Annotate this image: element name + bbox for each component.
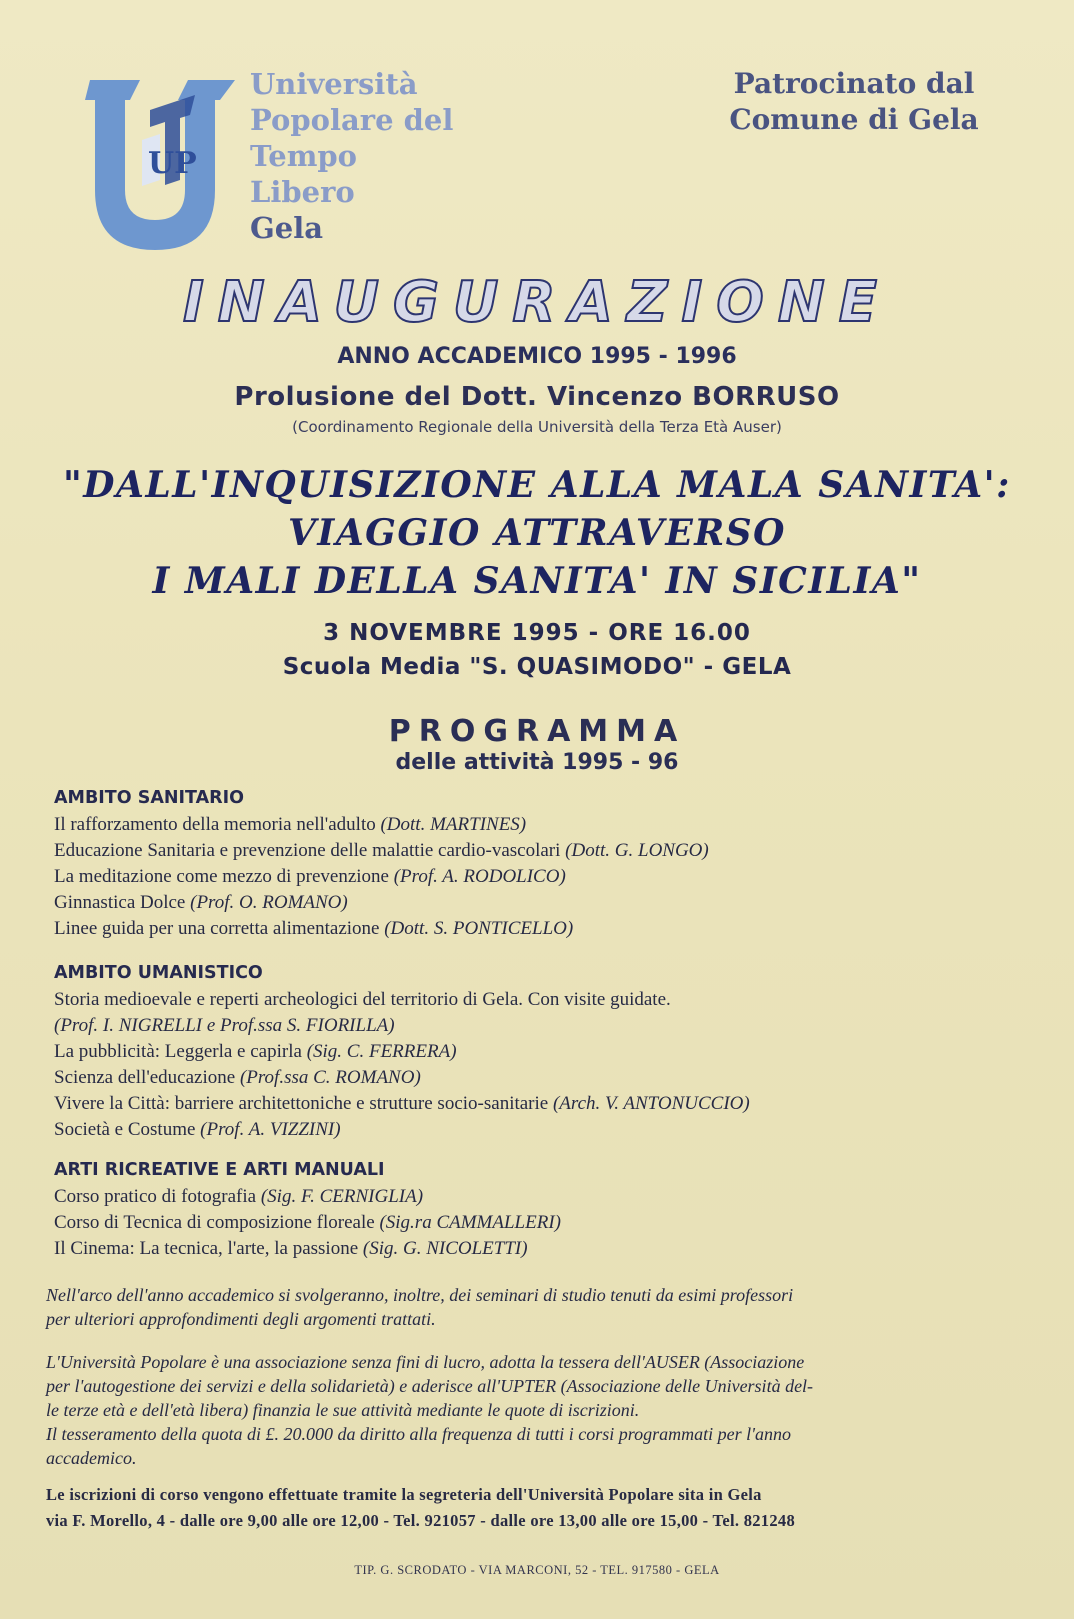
university-line: Gela [250, 211, 324, 245]
note-line: per ulteriori approfondimenti degli argomenti trattati. [46, 1309, 436, 1329]
note-line: le terze età e dell'età libera) finanzia le sue attività mediante le quote di iscrizioni. [46, 1400, 640, 1420]
note-line: Nell'arco dell'anno accademico si svolgeranno, inoltre, dei seminari di studio tenuti da esimi professori [46, 1285, 794, 1305]
section-ambito-sanitario [54, 788, 1044, 942]
university-line: Popolare del [250, 103, 454, 137]
talk-title-line: I MALI DELLA SANITA' IN SICILIA" [152, 560, 922, 602]
printer-credit: TIP. G. SCRODATO - VIA MARCONI, 52 - TEL. 917580 - GELA [354, 1563, 720, 1577]
logo-letters: UP [148, 146, 197, 181]
note-line: L'Università Popolare è una associazione senza fini di lucro, adotta la tessera dell'AUSER (Associazione [46, 1352, 805, 1372]
section-title: AMBITO SANITARIO [54, 788, 245, 808]
event-venue: Scuola Media "S. QUASIMODO" - GELA [282, 654, 792, 680]
enrollment-note [46, 1482, 1036, 1534]
section-title: AMBITO UMANISTICO [54, 963, 263, 983]
section-ambito-umanistico [54, 963, 1044, 1143]
note-line: Le iscrizioni di corso vengono effettuate tramite la segreteria dell'Università Popolare sita in Gela [46, 1485, 762, 1504]
list-item: Linee guida per una corretta alimentazione (Dott. S. PONTICELLO) [54, 918, 574, 939]
list-item: (Prof. I. NIGRELLI e Prof.ssa S. FIORILLA) [54, 1015, 395, 1036]
programma-subtitle: delle attività 1995 - 96 [395, 750, 679, 775]
patron-line: Patrocinato dal [733, 67, 975, 100]
list-item: La meditazione come mezzo di prevenzione (Prof. A. RODOLICO) [54, 866, 566, 887]
section-title: ARTI RICREATIVE E ARTI MANUALI [54, 1160, 385, 1180]
university-line: Tempo [250, 139, 358, 173]
section-arti-ricreative [54, 1160, 1044, 1262]
note-line: per l'autogestione dei servizi e della solidarietà) e aderisce all'UPTER (Associazione delle Università del- [46, 1376, 814, 1396]
list-item: Corso di Tecnica di composizione floreale (Sig.ra CAMMALLERI) [54, 1212, 561, 1233]
list-item: Ginnastica Dolce (Prof. O. ROMANO) [54, 892, 348, 913]
list-item: Il rafforzamento della memoria nell'adulto (Dott. MARTINES) [54, 814, 527, 835]
patron-line: Comune di Gela [729, 103, 979, 136]
talk-title-line: VIAGGIO ATTRAVERSO [287, 512, 787, 554]
event-date: 3 NOVEMBRE 1995 - ORE 16.00 [323, 620, 751, 646]
programma-title: PROGRAMMA [388, 714, 686, 749]
list-item: La pubblicità: Leggerla e capirla (Sig. C. FERRERA) [54, 1041, 457, 1062]
note-line: via F. Morello, 4 - dalle ore 9,00 alle ore 12,00 - Tel. 921057 - dalle ore 13,00 alle ore 15,00 - Tel. 821248 [46, 1511, 796, 1530]
university-line: Università [250, 67, 418, 101]
note-line: Il tesseramento della quota di £. 20.000 da diritto alla frequenza di tutti i corsi programmati per l'anno [46, 1424, 791, 1444]
university-line: Libero [250, 175, 355, 209]
prolusione: Prolusione del Dott. Vincenzo BORRUSO [234, 382, 840, 412]
patronage [724, 66, 984, 138]
note-line: accademico. [46, 1448, 137, 1468]
list-item: Società e Costume (Prof. A. VIZZINI) [54, 1119, 341, 1140]
list-item: Vivere la Città: barriere architettoniche e strutture socio-sanitarie (Arch. V. ANTONUCCIO) [54, 1093, 750, 1114]
university-name [250, 66, 510, 246]
coordination: (Coordinamento Regionale della Università della Terza Età Auser) [292, 418, 782, 436]
list-item: Storia medioevale e reperti archeologici del territorio di Gela. Con visite guidate. [54, 989, 671, 1010]
academic-year: ANNO ACCADEMICO 1995 - 1996 [337, 344, 737, 369]
list-item: Corso pratico di fotografia (Sig. F. CERNIGLIA) [54, 1186, 424, 1207]
university-logo [70, 70, 240, 255]
seminars-note [46, 1283, 1036, 1331]
list-item: Educazione Sanitaria e prevenzione delle malattie cardio-vascolari (Dott. G. LONGO) [54, 840, 709, 861]
talk-title-line: "DALL'INQUISIZIONE ALLA MALA SANITA': [63, 464, 1011, 506]
association-note [46, 1350, 1036, 1470]
main-title: INAUGURAZIONE [182, 270, 892, 335]
list-item: Il Cinema: La tecnica, l'arte, la passione (Sig. G. NICOLETTI) [54, 1238, 528, 1259]
list-item: Scienza dell'educazione (Prof.ssa C. ROMANO) [54, 1067, 421, 1088]
